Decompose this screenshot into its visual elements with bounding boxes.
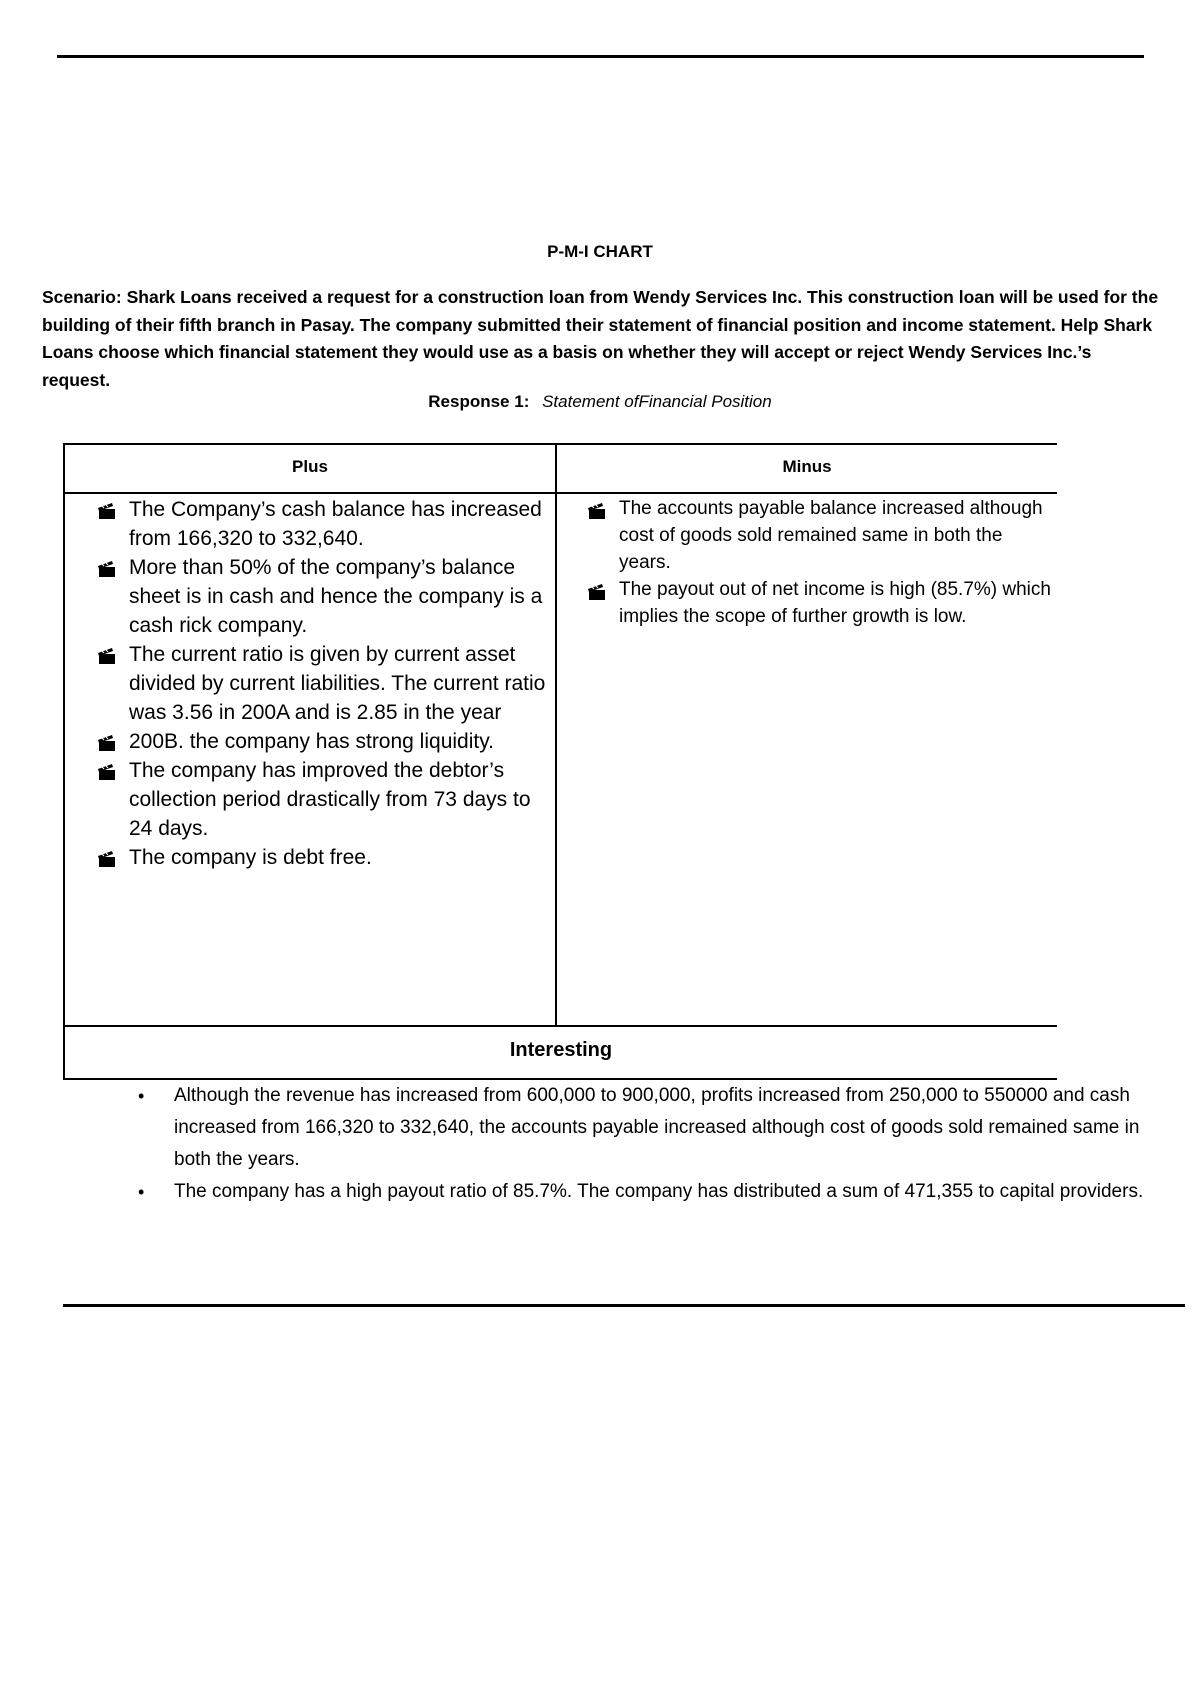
plus-item	[97, 495, 553, 553]
interesting-item-text: The company has a high payout ratio of 85.7%. The company has distributed a sum of 471,355 to capital providers.	[174, 1181, 1144, 1202]
minus-item-text: The accounts payable balance increased although cost of goods sold remained same in both the years.	[619, 498, 1043, 573]
clapperboard-icon	[97, 502, 117, 520]
column-divider	[555, 445, 557, 1025]
clapperboard-icon	[97, 560, 117, 578]
clapperboard-icon	[97, 647, 117, 665]
plus-item-text: The Company’s cash balance has increased from 166,320 to 332,640.	[129, 498, 542, 550]
clapperboard-icon	[97, 763, 117, 781]
plus-item	[97, 843, 553, 872]
clapperboard-icon	[587, 583, 607, 601]
document-title: P-M-I CHART	[547, 242, 653, 261]
clapperboard-icon	[587, 502, 607, 520]
minus-item-text: The payout out of net income is high (85.7%) which implies the scope of further growth is low.	[619, 579, 1051, 627]
header-divider	[65, 492, 1057, 494]
plus-item-text: The current ratio is given by current asset divided by current liabilities. The current ratio was 3.56 in 200A and is 2.85 in the year	[129, 643, 546, 724]
plus-header: Plus	[292, 457, 328, 476]
plus-list	[97, 495, 553, 872]
pmi-table	[63, 443, 1057, 1080]
interesting-item	[138, 1080, 1168, 1176]
plus-item	[97, 756, 553, 843]
minus-item	[587, 495, 1055, 576]
plus-item	[97, 640, 553, 727]
scenario-paragraph: Scenario: Shark Loans received a request for a construction loan from Wendy Services Inc. This construction loan will be used for the building of their fifth branch in Pasay. The company submitted their statement of financial position and income statement. Help Shark Loans choose which financial statement they would use as a basis on whether they will accept or reject Wendy Services Inc.’s request.	[42, 287, 1159, 390]
response-value: Statement ofFinancial Position	[542, 392, 772, 411]
plus-item-text: More than 50% of the company’s balance sheet is in cash and hence the company is a cash rick company.	[129, 556, 543, 637]
clapperboard-icon	[97, 850, 117, 868]
response-label: Response 1:	[428, 392, 530, 411]
plus-item-text: 200B. the company has strong liquidity.	[129, 730, 494, 753]
bottom-rule	[63, 1304, 1185, 1307]
plus-item-text: The company has improved the debtor’s collection period drastically from 73 days to 24 days.	[129, 759, 531, 840]
interesting-item-text: Although the revenue has increased from 600,000 to 900,000, profits increased from 250,000 to 550000 and cash increased from 166,320 to 332,640, the accounts payable increased although cost of goods sold remained same in both the years.	[174, 1085, 1140, 1170]
minus-list	[587, 495, 1055, 630]
minus-item	[587, 576, 1055, 630]
response-line	[0, 392, 1200, 412]
interesting-list	[138, 1080, 1168, 1208]
plus-item	[97, 553, 553, 640]
clapperboard-icon	[97, 734, 117, 752]
bullet-dot: •	[138, 1086, 145, 1106]
minus-header: Minus	[782, 457, 832, 476]
plus-item	[97, 727, 553, 756]
top-rule	[57, 55, 1144, 58]
interesting-divider	[65, 1025, 1057, 1027]
interesting-header: Interesting	[509, 1039, 613, 1061]
interesting-item	[138, 1176, 1168, 1208]
plus-item-text: The company is debt free.	[129, 846, 372, 869]
bullet-dot: •	[138, 1182, 145, 1202]
